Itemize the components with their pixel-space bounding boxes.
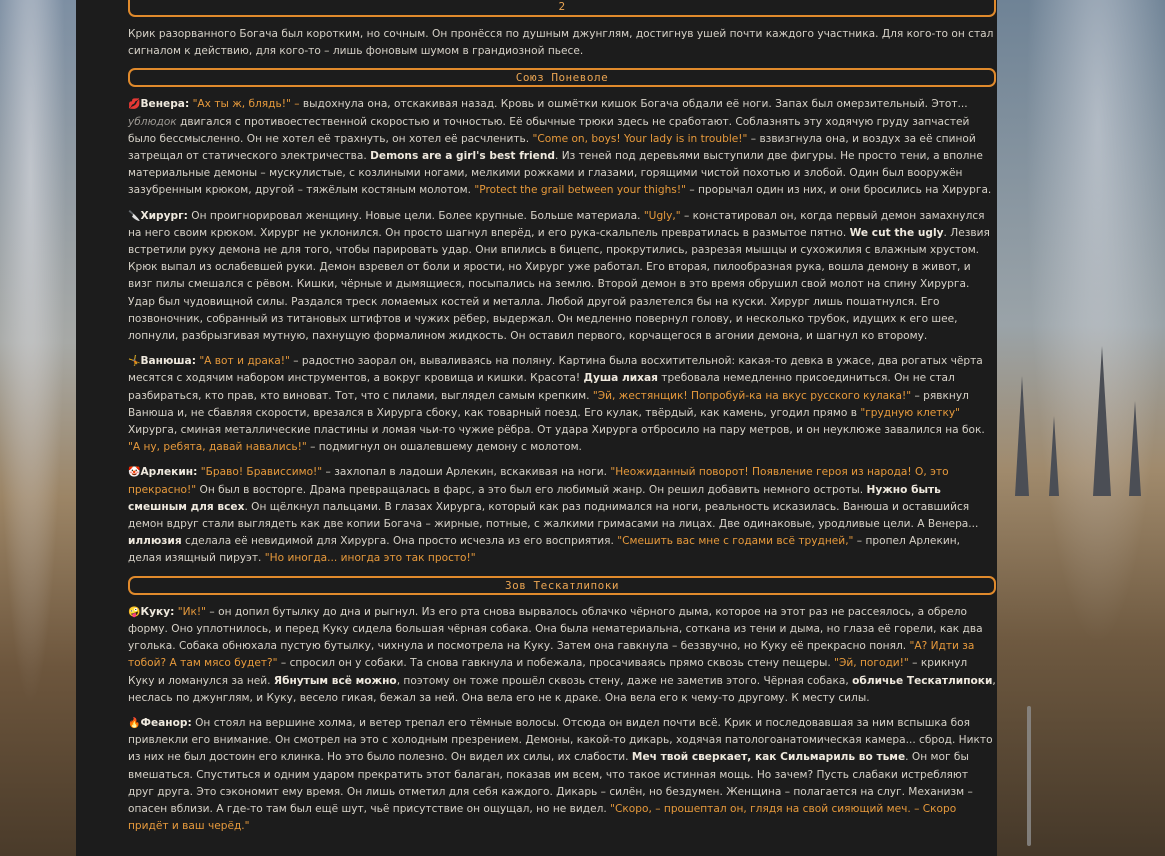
quote: "Браво! Брависсимо!" [200,466,323,479]
rock-spire [1015,376,1029,496]
rock-spire [1093,346,1111,496]
character-paragraph-kuku: 🤪Куку: "Ик!" – он допил бутылку до дна и рыгнул. Из его рта снова вырвалось облачко чёрного дыма, которое на этот раз не рассеялось, а обрело форму. Оно уплотнилось, и перед Куку сидела большая чёрная собака. Она была нематериальна, соткана из тени и дыма, но глаза её горели, как два уголька. Собака обнюхала пустую бутылку, чихнула и посмотрела на Куку. Затем она гавкнула – беззвучно, но Куку её прекрасно понял. "А? Идти за тобой? А там мясо будет?" – спросил он у собаки. Та снова гавкнула и побежала, просачиваясь прямо сквозь стену пещеры. "Эй, погоди!" – крикнул Куку и ломанулся за ней. Ябнутым всё можно, поэтому он тоже прошёл сквозь стену, даже не заметив этого. Чёрная собака, обличье Тескатлипоки, неслась по джунглям, и Куку, весело гикая, бежал за ней. Она вела его не к драке. Она вела его к чему-то другому. К месту силы. [128,605,996,704]
skill-name: Душа лихая [583,372,658,385]
character-name: Хирург: [140,209,188,222]
skill-name: Ябнутым всё можно [273,674,397,687]
character-name: Феанор: [140,716,192,729]
background-landscape-left [0,0,76,856]
quote: "Protect the grail between your thighs!" [474,184,686,197]
quote: "Come on, boys! Your lady is in trouble!" [532,132,748,145]
character-name: Куку: [140,605,175,618]
emphasis: ублюдок [128,115,177,128]
character-name: Арлекин: [140,466,198,479]
quote: "А? Идти за тобой? А там мясо будет?" [128,640,975,670]
story-panel[interactable] [76,0,997,856]
section-title-banner [128,68,996,87]
chapter-number-banner [128,0,996,17]
quote: "Ugly," [643,209,681,222]
character-name: Ванюша: [140,355,196,368]
quote: "Смешить вас мне с годами всё трудней," [617,535,854,548]
skill-name: We cut the ugly [849,226,944,239]
character-paragraph-vanyusha: 🤸Ванюша: "А вот и драка!" – радостно заорал он, вываливаясь на поляну. Картина была восхитительной: какая-то девка в ужасе, два рогатых чёрта месятся с ходячим набором инструментов, а вокруг кровища и кишки. Красота! Душа лихая требовала немедленно присоединиться. Он не стал разбираться, кто прав, кто виноват. Тот, что с пилами, выглядел самым крепким. "Эй, жестянщик! Попробуй-ка на вкус русского кулака!" – рявкнул Ванюша и, не сбавляя скорости, врезался в Хирурга сбоку, как товарный поезд. Его кулак, твёрдый, как камень, угодил прямо в "грудную клетку" Хирурга, сминая металлические пластины и ломая чьи-то чужие рёбра. От удара Хирурга отбросило на пару метров, и он неуклюже завалился на бок. "А ну, ребята, давай навались!" – подмигнул он ошалевшему демону с молотом. [128,355,985,454]
knife-icon: 🔪 [128,210,141,222]
skill-name: иллюзия [128,535,182,548]
quote: "Эй, жестянщик! Попробуй-ка на вкус русского кулака!" [592,389,912,402]
skill-name: обличье Тескатлипоки [852,674,993,687]
character-paragraph-surgeon: 🔪Хирург: Он проигнорировал женщину. Новые цели. Более крупные. Больше материала. "Ugly," – констатировал он, когда первый демон замахнулся на него своим крюком. Хирург не уклонился. Он просто шагнул вперёд, и его рука-скальпель превратилась в размытое пятно. We cut the ugly. Лезвия встретили руку демона не для того, чтобы парировать удар. Они впились в бицепс, прокрутились, разрезая мышцы и сухожилия с влажным хрустом. Крюк выпал из ослабевшей руки. Демон взревел от боли и ярости, но Хирург уже работал. Его вторая, пилообразная рука, вошла демону в живот, и визг пилы смешался с рёвом. Кишки, чёрные и дымящиеся, посыпались на землю. Второй демон в это время обрушил свой молот на спину Хирурга. Удар был чудовищной силы. Раздался треск ломаемых костей и металла. Любой другой разлетелся бы на куски. Хирург лишь пошатнулся. Его позвоночник, собранный из титановых штифтов и чужих рёбер, выдержал. Он медленно повернул голову, и несколько трубок, идущих к его шее, лопнули, разбрызгивая мутную, пахнущую формалином жидкость. Он оставил первого, корчащегося в агонии демона, и шагнул ко второму. [128,209,990,343]
skill-name: Нужно быть смешным для всех [128,483,941,513]
intro-paragraph: Крик разорванного Богача был коротким, но сочным. Он пронёсся по душным джунглям, достигнув ушей почти каждого участника. Для кого-то он стал сигналом к действию, для кого-то – лишь фоновым шумом в грандиозной пьесе. [128,28,994,58]
skill-name: Demons are a girl's best friend [370,150,555,163]
story-content [128,0,996,835]
quote: "грудную клетку" [860,406,960,419]
section-title: Союз Поневоле [515,71,609,85]
rock-spire [1049,416,1059,496]
character-paragraph-venera: 💋Венера: "Ах ты ж, блядь!" – выдохнула она, отскакивая назад. Кровь и ошмётки кишок Богача обдали её ноги. Запах был омерзительный. Этот... ублюдок двигался с противоестественной скоростью и точностью. Её обычные трюки здесь не сработают. Соблазнять эту ходячую груду запчастей было бессмысленно. Он не хотел её трахнуть, он хотел её расчленить. "Come on, boys! Your lady is in trouble!" – взвизгнула она, и воздух за её спиной затрещал от статического электричества. Demons are a girl's best friend. Из теней под деревьями выступили две фигуры. Не просто тени, а вполне материальные демоны – мускулистые, с козлиными ногами, мелкими рожками и глазами, горящими чистой похотью и злобой. Один был вооружён зазубренным крюком, другой – тяжёлым костяным молотом. "Protect the grail between your thighs!" – прорычал один из них, и они бросились на Хирурга. [128,98,992,197]
quote: "Неожиданный поворот! Появление героя из народа! О, это прекрасно!" [128,466,949,496]
skill-name: Меч твой сверкает, как Сильмариль во тьме [631,751,906,764]
quote: "А вот и драка!" [199,355,290,368]
crazy-face-icon: 🤪 [128,606,141,618]
rock-spire [1129,401,1141,496]
quote: "Ах ты ж, блядь!" – [192,98,300,111]
quote: "Эй, погоди!" [834,657,909,670]
quote: "Скоро, – прошептал он, глядя на свой сияющий меч. – Скоро придёт и ваш черёд." [128,802,957,833]
character-name: Венера: [140,98,190,111]
lips-icon: 💋 [128,99,141,111]
quote: "Ик!" [177,605,207,618]
character-paragraph-feanor: 🔥Феанор: Он стоял на вершине холма, и ветер трепал его тёмные волосы. Отсюда он видел почти всё. Крик и последовавшая за ним вспышка боя привлекли его внимание. Он смотрел на это с холодным презрением. Демоны, какой-то дикарь, ходячая патологоанатомическая камера... сброд. Никто из них не был достоин его клинка. Но это было полезно. Он видел их силы, их слабости. Меч твой сверкает, как Сильмариль во тьме. Он мог бы вмешаться. Спуститься и одним ударом прекратить этот балаган, показав им всем, что такое истинная мощь. Но зачем? Пусть слабаки истребляют друг друга. Это сэкономит ему время. Он лишь отметил для себя каждого. Дикарь – силён, но бездумен. Женщина – полагается на слуг. Механизм – опасен вблизи. А где-то там был ещё шут, чьё присутствие он ощущал, но не видел. "Скоро, – прошептал он, глядя на свой сияющий меч. – Скоро придёт и ваш черёд." [128,716,993,833]
scrollbar-thumb[interactable] [1027,706,1031,846]
section-title-banner [128,576,996,595]
quote: "А ну, ребята, давай навались!" [128,441,307,454]
background-landscape-right [997,0,1165,856]
section-title: Зов Тескатлипоки [505,578,619,592]
acrobat-icon: 🤸 [128,356,141,368]
character-paragraph-harlequin: 🤡Арлекин: "Браво! Брависсимо!" – захлопал в ладоши Арлекин, вскакивая на ноги. "Неожиданный поворот! Появление героя из народа! О, это прекрасно!" Он был в восторге. Драма превращалась в фарс, а это был его любимый жанр. Он решил добавить немного остроты. Нужно быть смешным для всех. Он щёлкнул пальцами. В глазах Хирурга, который как раз поднимался на ноги, реальность исказилась. Ванюша и оставшийся демон вдруг стали выглядеть как две копии Богача – жирные, потные, с жалкими гримасами на лицах. Две одинаковые, уродливые цели. А Венера... иллюзия сделала её невидимой для Хирурга. Она просто исчезла из его восприятия. "Смешить вас мне с годами всё трудней," – пропел Арлекин, делая изящный пируэт. "Но иногда... иногда это так просто!" [128,466,979,565]
fire-icon: 🔥 [128,717,141,729]
quote: "Но иногда... иногда это так просто!" [264,552,476,565]
chapter-number: 2 [558,0,566,13]
clown-icon: 🤡 [128,467,141,479]
